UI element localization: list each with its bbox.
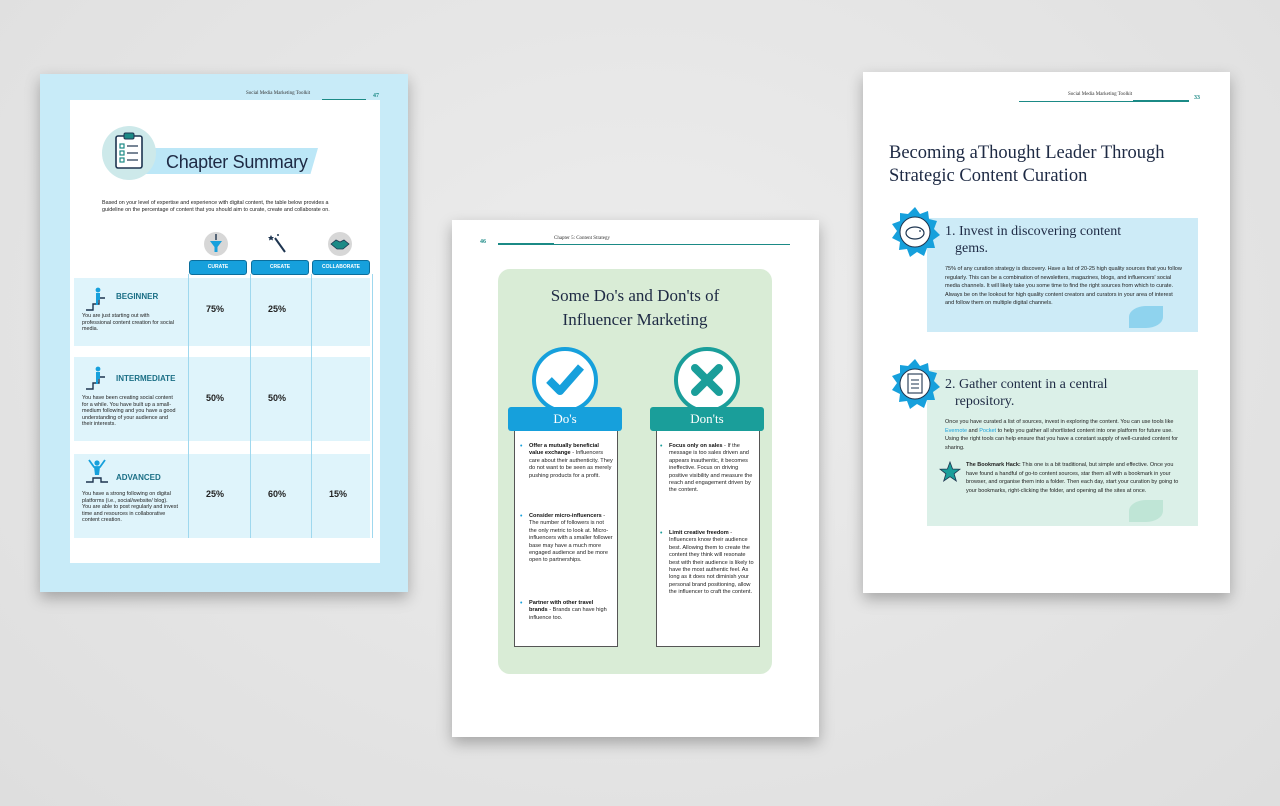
page-number: 33 [1194, 95, 1200, 101]
level-description: You are just starting out with professional content creation for social media. [82, 313, 174, 333]
page-chapter-summary [40, 74, 408, 592]
level-description: You have a strong following on digital platforms (i.e., social/website/ blog). You are able to post regularly and invest time and resources in collaborative content creation. [82, 491, 178, 524]
star-icon [939, 461, 961, 483]
level-label: INTERMEDIATE [116, 374, 176, 383]
column-header-collaborate: COLLABORATE [312, 260, 370, 275]
section-title [945, 376, 1107, 410]
donts-tab: Don'ts [650, 407, 764, 431]
section-title-line1: 2. Gather content in a central [945, 377, 1108, 392]
column-divider [188, 274, 189, 538]
panel-title-line1: Some Do's and Don'ts of [550, 286, 720, 305]
magic-wand-icon [267, 232, 291, 256]
section-body: 75% of any curation strategy is discovery. Have a list of 20-25 high quality sources that you follow regularly. This can be a combination of newsletters, magazines, blogs, and influencers' social media channels. It will likely take you some time to find the right sources from which to curate. Always be on the lookout for high quality content creators and curators in your area of interest and follow them on multiple digital channels. [945, 266, 1182, 307]
checkmark-icon [532, 347, 598, 413]
column-header-curate: CURATE [189, 260, 247, 275]
section-title [945, 223, 1121, 257]
page-curl [1129, 306, 1163, 328]
column-header-create: CREATE [251, 260, 309, 275]
level-label: ADVANCED [116, 473, 161, 482]
page-curl [1129, 500, 1163, 522]
pocket-link[interactable]: Pocket [979, 427, 997, 434]
list-item: • Partner with other travel brands - Brands can have high influence too. [520, 600, 607, 621]
create-value: 50% [267, 393, 286, 403]
bookmark-hack-text: The Bookmark Hack: This one is a bit traditional, but simple and effective. Once you have found a handful of go-to content sources, star them all with a bookmark in your browser, and organise them into a folder. Then each day, start your curation by going to your bookmarks, right-clicking the folder, and opening all the sites at once. [966, 462, 1179, 494]
stairs-person-icon [84, 365, 110, 391]
column-divider [372, 274, 373, 538]
list-item: • Limit creative freedom - Influencers know their audience best. Allowing them to create the content they think will resonate best with their audience is likely to have the most authentic feel. As long as it does not diminish your personal brand positioning, allow the influencer to craft the content. [660, 530, 754, 596]
page-thought-leader [863, 72, 1230, 593]
donts-list [656, 429, 760, 647]
column-divider [311, 274, 312, 538]
intro-text: Based on your level of expertise and experience with digital content, the table below provides a guideline on the percentage of content that you should aim to curate, create and collaborate on. [102, 200, 330, 214]
chapter-title: Chapter Summary [166, 152, 308, 172]
running-head: Social Media Marketing Toolkit [246, 91, 311, 96]
curate-value: 50% [205, 393, 224, 403]
level-label: BEGINNER [116, 292, 159, 301]
page-number: 46 [480, 239, 486, 245]
create-value: 60% [267, 489, 286, 499]
section-body: Once you have curated a list of sources, invest in exploring the content. You can use tools like Evernote and Pocket to help you gather all shortlisted content into one platform for future use. Using the right tools can help ensure that you have a constant supply of well-curated content for sharing. [945, 419, 1178, 451]
page-title-line1: Becoming aThought Leader Through [889, 143, 1165, 163]
panel-title-line2: Influencer Marketing [562, 310, 708, 329]
dos-list [514, 429, 618, 647]
section-title-line2: gems. [955, 241, 989, 256]
handshake-icon [328, 232, 352, 256]
list-item: • Consider micro-influencers - The number of followers is not the only metric to look at. Micro-influencers with a smaller follower base may have a much more engaged audience and be more open to partnerships. [520, 513, 613, 564]
section-title-line2: repository. [955, 394, 1015, 409]
list-item: • Offer a mutually beneficial value exchange - Influencers care about their authenticity. They do not want to be seen as merely pushing products for a profit. [520, 443, 613, 479]
running-head: Chapter 5: Content Strategy [554, 236, 610, 241]
table-row [74, 357, 370, 441]
column-divider [250, 274, 251, 538]
running-head: Social Media Marketing Toolkit [1068, 92, 1133, 97]
dos-tab: Do's [508, 407, 622, 431]
clipboard-icon [102, 126, 156, 180]
table-row [74, 278, 370, 346]
dos-donts-panel [498, 269, 772, 674]
section-title-line1: 1. Invest in discovering content [945, 224, 1122, 239]
level-description: You have been creating social content for a while. You have built up a small-medium following and you have a good understanding of your audience and their interests. [82, 395, 176, 428]
funnel-icon [204, 232, 228, 256]
piggy-bank-icon [889, 206, 941, 258]
page-number: 47 [373, 93, 379, 99]
celebrating-person-icon [84, 458, 110, 484]
page-dos-and-donts [452, 220, 819, 737]
table-row [74, 454, 370, 538]
page-title [889, 142, 1209, 188]
create-value: 25% [267, 304, 286, 314]
curate-value: 25% [205, 489, 224, 499]
content-area [70, 100, 380, 563]
header-rule-accent [498, 243, 554, 245]
list-item: • Focus only on sales - If the message is too sales driven and appears inauthentic, it becomes ineffective. Focus on driving positive visibility and measure the reach and engagement driven by the content. [660, 443, 753, 494]
curate-value: 75% [205, 304, 224, 314]
page-title-line2: Strategic Content Curation [889, 166, 1088, 186]
header-rule-accent [1133, 100, 1189, 102]
collaborate-value: 15% [328, 489, 347, 499]
clipboard-badge-icon [889, 358, 941, 410]
x-mark-icon [674, 347, 740, 413]
stairs-person-icon [84, 286, 110, 312]
evernote-link[interactable]: Evernote [945, 427, 968, 434]
